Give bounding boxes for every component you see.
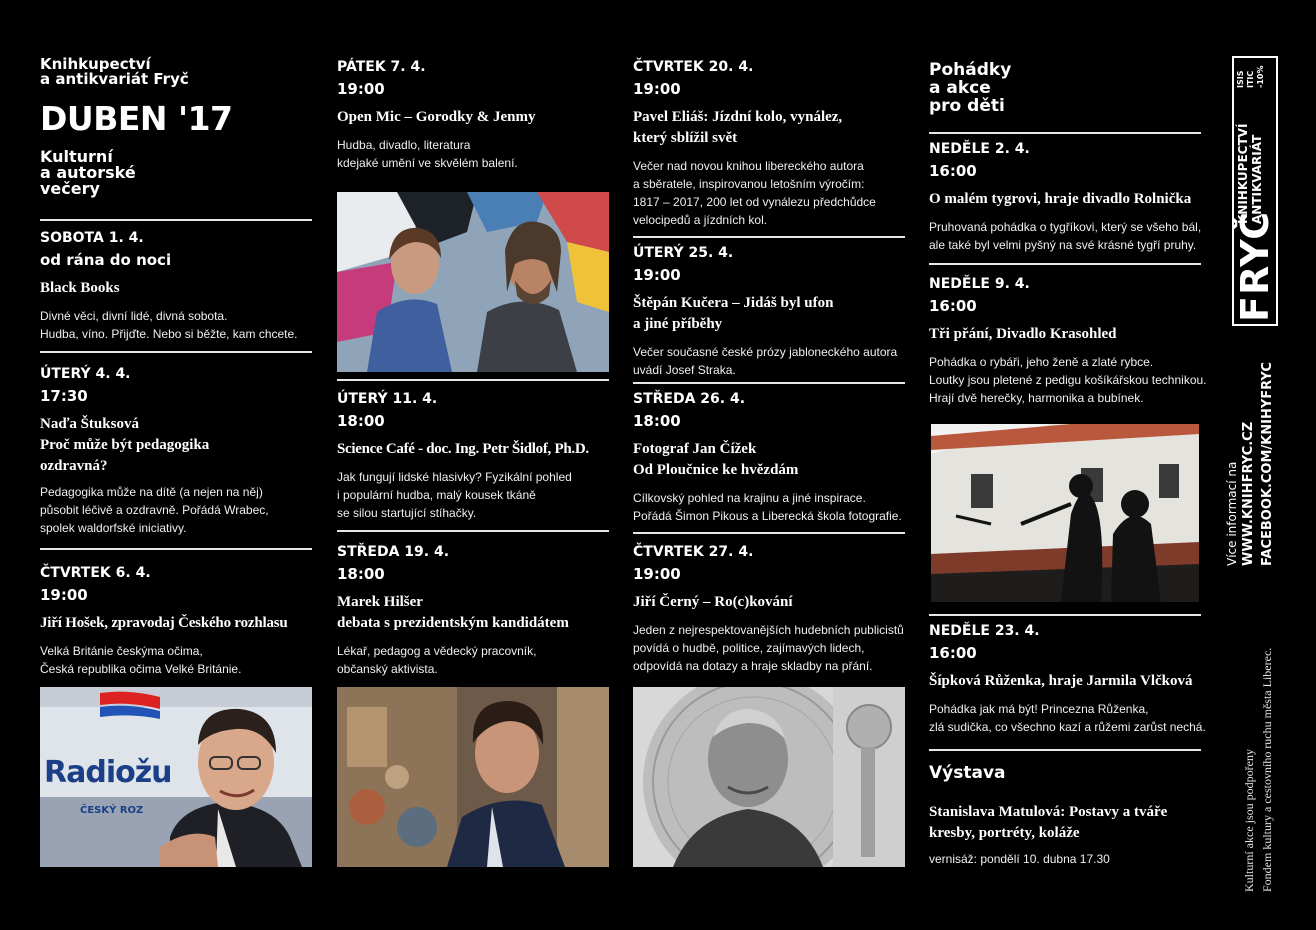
store-name-line2: a antikvariát Fryč — [40, 70, 189, 88]
divider — [40, 219, 312, 221]
event-title-2: debata s prezidentským kandidátem — [337, 615, 569, 631]
logo-mark: FRYČ — [1233, 210, 1277, 322]
event-day: NEDĚLE 23. 4. — [929, 623, 1040, 639]
event-day: STŘEDA 19. 4. — [337, 544, 450, 560]
event-title: O malém tygrovi, hraje divadlo Rolnička — [929, 191, 1192, 207]
event-time: 16:00 — [929, 162, 977, 180]
event-title: Open Mic – Gorodky & Jenmy — [337, 109, 536, 125]
event-desc-2: působit léčivě a ozdravně. Pořádá Wrabec, — [40, 503, 269, 517]
event-desc-2: Loutky jsou pletené z pedigu košíkářskou technikou. — [929, 373, 1207, 387]
event-desc-3: Hrají dvě herečky, harmonika a bubínek. — [929, 391, 1144, 405]
exhibition — [929, 762, 1201, 868]
event-desc-1: Cílkovský pohled na krajinu a jiné inspirace. — [633, 491, 866, 505]
event-day: ÚTERÝ 11. 4. — [337, 391, 438, 407]
event-title-2: Proč může být pedagogika — [40, 437, 210, 453]
support-line-1: Kulturní akce jsou podpořeny — [1242, 749, 1256, 892]
event-time: 18:00 — [337, 565, 385, 583]
event-desc-2: Pořádá Šimon Pikous a Liberecká škola fotografie. — [633, 509, 902, 523]
event-title-1: Pavel Eliáš: Jízdní kolo, vynález, — [633, 109, 843, 125]
photo-sign: Radiožu — [44, 755, 172, 790]
photo-jiri-cerny-art — [633, 687, 905, 867]
event-title-1: Marek Hilšer — [337, 594, 423, 610]
kids-heading — [929, 61, 1011, 115]
event-title-2: který sblížil svět — [633, 130, 738, 146]
event-utery-4-4 — [40, 365, 312, 537]
event-time: 17:30 — [40, 387, 88, 405]
event-title-3: ozdravná? — [40, 458, 108, 474]
event-desc-2: povídá o hudbě, politice, zajímavých lidech, — [633, 641, 865, 655]
photo-open-mic-art — [337, 192, 609, 372]
subtitle-line2: a autorské — [40, 163, 136, 182]
event-desc-2: a sběratele, inspirovanou letošním výročím: — [633, 177, 865, 191]
event-desc-2: Česká republika očima Velké Británie. — [40, 662, 242, 676]
subtitle-line1: Kulturní — [40, 147, 113, 166]
logo-badge-1: ISIS — [1236, 70, 1245, 88]
event-day: STŘEDA 26. 4. — [633, 391, 746, 407]
divider — [633, 382, 905, 384]
event-ctvrtek-27-4 — [633, 543, 923, 675]
divider — [633, 236, 905, 238]
event-desc-2: kdejaké umění ve skvělém balení. — [337, 156, 518, 170]
event-sobota-1-4 — [40, 229, 312, 343]
column-1 — [40, 0, 312, 930]
event-desc-3: se silou startující stíhačky. — [337, 506, 477, 520]
event-day: ČTVRTEK 27. 4. — [633, 544, 754, 560]
divider — [40, 351, 312, 353]
logo-line1: KNIHKUPECTVÍ — [1236, 123, 1250, 224]
event-nedele-9-4 — [929, 275, 1229, 407]
store-logo — [1232, 56, 1278, 326]
event-time: 19:00 — [337, 80, 385, 98]
column-3 — [633, 0, 905, 930]
event-desc-3: odpovídá na dotazy a hraje skladby na přání. — [633, 659, 873, 673]
event-day: ČTVRTEK 20. 4. — [633, 59, 754, 75]
page-title: DUBEN '17 — [40, 99, 233, 138]
photo-open-mic — [337, 192, 609, 372]
event-desc-2: Hudba, víno. Přijďte. Nebo si běžte, kam chcete. — [40, 327, 298, 341]
event-desc-4: velocipedů a jízdních kol. — [633, 213, 768, 227]
event-title-2: a jiné příběhy — [633, 316, 723, 332]
event-desc-1: Pohádka jak má být! Princezna Růženka, — [929, 702, 1149, 716]
event-desc-2: i populární hudba, malý kousek tkáně — [337, 488, 536, 502]
store-name — [40, 57, 189, 87]
logo-line2: ANTIKVARIÁT — [1250, 134, 1264, 224]
exhibition-opening: vernisáž: pondělí 10. dubna 17.30 — [929, 852, 1110, 866]
photo-tri-prani — [931, 424, 1199, 602]
divider — [337, 379, 609, 381]
event-desc-1: Pohádka o rybáři, jeho ženě a zlaté rybce. — [929, 355, 1154, 369]
support-line-2: Fondem kultury a cestovního ruchu města Liberec. — [1260, 647, 1274, 892]
exhibition-title-1: Stanislava Matulová: Postavy a tváře — [929, 804, 1168, 820]
event-time: 19:00 — [40, 586, 88, 604]
event-time: 18:00 — [633, 412, 681, 430]
event-desc-1: Lékař, pedagog a vědecký pracovník, — [337, 644, 537, 658]
photo-sign-2: ČESKÝ ROZ — [80, 805, 144, 816]
event-desc-1: Jeden z nejrespektovanějších hudebních publicistů — [633, 623, 904, 637]
event-day: ČTVRTEK 6. 4. — [40, 565, 151, 581]
event-time: 16:00 — [929, 644, 977, 662]
photo-marek-hilser — [337, 687, 609, 867]
event-ctvrtek-20-4 — [633, 58, 905, 229]
column-2 — [337, 0, 609, 930]
divider — [929, 614, 1201, 616]
logo-badge-2: ITIC — [1246, 70, 1255, 88]
divider — [929, 749, 1201, 751]
event-desc-1: Velká Británie českýma očima, — [40, 644, 203, 658]
photo-jiri-cerny — [633, 687, 905, 867]
divider — [337, 530, 609, 532]
divider — [929, 132, 1201, 134]
event-time: od rána do noci — [40, 251, 172, 269]
event-title: Šípková Růženka, hraje Jarmila Vlčková — [929, 673, 1193, 689]
event-desc-1: Pruhovaná pohádka o tygříkovi, který se všeho bál, — [929, 220, 1202, 234]
event-desc-1: Jak fungují lidské hlasivky? Fyzikální pohled — [337, 470, 572, 484]
event-desc-2: zlá sudička, co všechno kazí a růžemi zarůst nechá. — [929, 720, 1206, 734]
event-desc-2: občanský aktivista. — [337, 662, 438, 676]
page-subtitle — [40, 149, 136, 197]
website-link[interactable]: WWW.KNIHFRYC.CZ — [1241, 421, 1256, 566]
event-ctvrtek-6-4 — [40, 564, 312, 678]
event-day: ÚTERÝ 4. 4. — [40, 366, 131, 382]
event-desc-1: Večer současné české prózy jabloneckého autora — [633, 345, 898, 359]
event-time: 19:00 — [633, 266, 681, 284]
event-title: Black Books — [40, 280, 120, 296]
column-4 — [929, 0, 1207, 930]
event-title-1: Štěpán Kučera – Jidáš byl ufon — [633, 295, 834, 311]
event-time: 19:00 — [633, 565, 681, 583]
event-desc-2: uvádí Josef Straka. — [633, 363, 736, 377]
divider — [40, 548, 312, 550]
event-desc-1: Večer nad novou knihou libereckého autora — [633, 159, 864, 173]
event-title: Jiří Černý – Ro(c)kování — [633, 594, 793, 610]
exhibition-heading: Výstava — [929, 763, 1006, 783]
event-desc-1: Divné věci, divní lidé, divná sobota. — [40, 309, 228, 323]
event-title: Tři přání, Divadlo Krasohled — [929, 326, 1117, 342]
event-desc-3: 1817 – 2017, 200 let od vynálezu předchůdce — [633, 195, 876, 209]
divider — [633, 532, 905, 534]
event-desc-2: ale také byl velmi pyšný na své krásné tygří pruhy. — [929, 238, 1197, 252]
facebook-link[interactable]: FACEBOOK.COM/KNIHYFRYC — [1260, 362, 1275, 566]
kids-heading-line3: pro děti — [929, 96, 1005, 116]
event-time: 18:00 — [337, 412, 385, 430]
event-day: NEDĚLE 9. 4. — [929, 276, 1030, 292]
event-utery-11-4 — [337, 390, 609, 522]
photo-jiri-hosek — [40, 687, 312, 867]
event-desc-1: Pedagogika může na dítě (a nejen na něj) — [40, 485, 263, 499]
event-nedele-23-4 — [929, 622, 1219, 736]
event-day: NEDĚLE 2. 4. — [929, 141, 1030, 157]
event-streda-19-4 — [337, 543, 609, 678]
kids-heading-line1: Pohádky — [929, 60, 1012, 80]
event-desc-3: spolek waldorfské iniciativy. — [40, 521, 187, 535]
photo-tri-prani-art — [931, 424, 1199, 602]
event-title-2: Od Ploučnice ke hvězdám — [633, 462, 799, 478]
kids-heading-line2: a akce — [929, 78, 991, 98]
subtitle-line3: večery — [40, 179, 100, 198]
exhibition-title-2: kresby, portréty, koláže — [929, 825, 1080, 841]
photo-marek-hilser-art — [337, 687, 609, 867]
event-nedele-2-4 — [929, 140, 1219, 254]
event-title-1: Fotograf Jan Čížek — [633, 441, 757, 457]
event-day: ÚTERÝ 25. 4. — [633, 245, 734, 261]
event-utery-25-4 — [633, 244, 905, 379]
more-info-label: Více informací na — [1225, 461, 1239, 566]
event-title: Science Café - doc. Ing. Petr Šidlof, Ph.D. — [337, 441, 589, 457]
event-desc-1: Hudba, divadlo, literatura — [337, 138, 471, 152]
divider — [929, 263, 1201, 265]
store-name-line1: Knihkupectví — [40, 55, 151, 73]
event-time: 19:00 — [633, 80, 681, 98]
event-title-1: Naďa Štuksová — [40, 416, 139, 432]
event-day: SOBOTA 1. 4. — [40, 230, 144, 246]
logo-badge-3: -10% — [1256, 65, 1265, 88]
event-patek-7-4 — [337, 58, 609, 172]
event-title: Jiří Hošek, zpravodaj Českého rozhlasu — [40, 615, 288, 631]
event-streda-26-4 — [633, 390, 923, 525]
event-time: 16:00 — [929, 297, 977, 315]
event-day: PÁTEK 7. 4. — [337, 59, 426, 75]
